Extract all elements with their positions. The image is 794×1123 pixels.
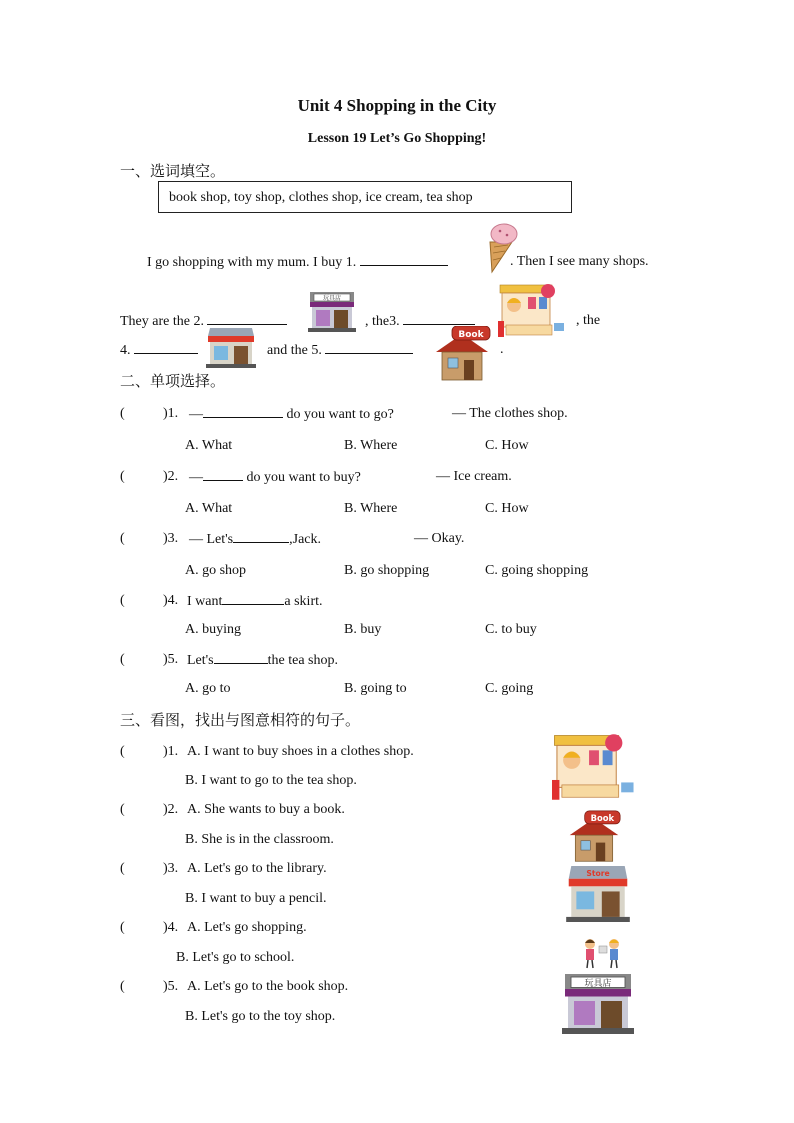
part1-line1 (147, 254, 448, 271)
pic-q3-paren: ( (120, 861, 125, 876)
book-shop-icon (432, 326, 492, 382)
line3-text-c: . (500, 342, 504, 357)
line3-text-b: and the 5. (267, 343, 322, 358)
mc-q3-answer: — Okay. (414, 531, 465, 546)
mc-q1-paren: ( (120, 406, 125, 421)
mc-q5-option-b[interactable]: B. going to (344, 681, 407, 696)
mc-q3-paren: ( (120, 531, 125, 546)
part1-heading: 一、选词填空。 (120, 162, 226, 180)
mc-q5-option-c[interactable]: C. going (485, 681, 534, 696)
mc-q2-blank[interactable] (203, 469, 243, 481)
pic-q1-paren: ( (120, 744, 125, 759)
toy-picture-sign: 玩具店 (584, 979, 612, 989)
mc-q2-text: do you want to buy? (246, 470, 361, 485)
line2-text-a: They are the 2. (120, 314, 204, 329)
pic-q3-option-a[interactable]: A. Let's go to the library. (187, 861, 327, 876)
toy-shop-sign: 玩具店 (322, 295, 342, 302)
part1-line3 (120, 342, 198, 359)
mc-q2-option-b[interactable]: B. Where (344, 501, 398, 516)
mc-q2-option-c[interactable]: C. How (485, 501, 529, 516)
line1-text-a: I go shopping with my mum. I buy 1. (147, 255, 357, 270)
mc-q5-blank[interactable] (214, 652, 268, 664)
pic-q3-option-b[interactable]: B. I want to buy a pencil. (185, 891, 327, 906)
pic-q4-number: )4. (163, 920, 179, 935)
word-box (158, 181, 572, 213)
mc-q3-option-b[interactable]: B. go shopping (344, 563, 430, 578)
pic-q1-option-a[interactable]: A. I want to buy shoes in a clothes shop. (187, 744, 414, 759)
mc-q5-text: the tea shop. (267, 653, 339, 668)
mc-q3-number: )3. (163, 531, 179, 546)
mc-q1-number: )1. (163, 406, 179, 421)
mc-q4-lead: I want (187, 594, 223, 609)
mc-q5-lead: Let's (187, 653, 214, 668)
mc-q1-stem (189, 406, 394, 423)
mc-q1-answer: — The clothes shop. (452, 406, 568, 421)
pic-q1-number: )1. (163, 744, 179, 759)
part3-heading: 三、看图，找出与图意相符的句子。 (120, 711, 361, 729)
mc-q4-option-c[interactable]: C. to buy (485, 622, 537, 637)
mc-q2-number: )2. (163, 469, 179, 484)
mc-q5-paren: ( (120, 652, 125, 667)
mc-q1-dash: — (189, 407, 203, 422)
pic-q2-number: )2. (163, 802, 179, 817)
pic-q4-option-b[interactable]: B. Let's go to school. (176, 950, 295, 965)
blank-1[interactable] (360, 254, 448, 266)
pic-q2-option-b[interactable]: B. She is in the classroom. (185, 832, 334, 847)
mc-q3-stem (189, 531, 321, 548)
pic-q4-option-a[interactable]: A. Let's go shopping. (187, 920, 307, 935)
mc-q3-blank[interactable] (233, 531, 289, 543)
mc-q4-paren: ( (120, 593, 125, 608)
pic-q2-paren: ( (120, 802, 125, 817)
kids-walking-picture (578, 936, 628, 970)
clothes-shop-icon (498, 283, 566, 338)
mc-q4-option-a[interactable]: A. buying (185, 622, 241, 637)
mc-q4-text: a skirt. (284, 594, 323, 609)
mc-q1-option-c[interactable]: C. How (485, 438, 529, 453)
mc-q4-stem (187, 593, 323, 610)
mc-q2-option-a[interactable]: A. What (185, 501, 233, 516)
blank-3[interactable] (403, 313, 475, 325)
part2-heading: 二、单项选择。 (120, 372, 226, 390)
line3-text-a: 4. (120, 343, 131, 358)
blank-5[interactable] (325, 342, 413, 354)
mc-q4-number: )4. (163, 593, 179, 608)
mc-q5-number: )5. (163, 652, 179, 667)
toy-shop-picture (562, 974, 634, 1034)
blank-4[interactable] (134, 342, 198, 354)
mc-q1-option-b[interactable]: B. Where (344, 438, 398, 453)
part1-line3b (267, 342, 413, 359)
pic-q1-option-b[interactable]: B. I want to go to the tea shop. (185, 773, 357, 788)
mc-q2-answer: — Ice cream. (436, 469, 512, 484)
pic-q3-number: )3. (163, 861, 179, 876)
line2-text-b: , the3. (365, 314, 400, 329)
line2-text-c: , the (576, 313, 601, 328)
mc-q2-stem (189, 469, 361, 486)
book-shop-picture (566, 810, 622, 864)
blank-2[interactable] (207, 313, 287, 325)
pic-q5-option-b[interactable]: B. Let's go to the toy shop. (185, 1009, 336, 1024)
store-sign: Store (586, 869, 610, 879)
book-sign: Book (458, 330, 484, 340)
mc-q2-dash: — (189, 470, 203, 485)
mc-q3-option-c[interactable]: C. going shopping (485, 563, 589, 578)
pic-q5-paren: ( (120, 979, 125, 994)
line1-text-b: . Then I see many shops. (510, 254, 649, 269)
mc-q1-text: do you want to go? (286, 407, 394, 422)
mc-q3-lead: — Let's (189, 532, 234, 547)
pic-q2-option-a[interactable]: A. She wants to buy a book. (187, 802, 345, 817)
mc-q5-option-a[interactable]: A. go to (185, 681, 231, 696)
part1-line2 (120, 313, 287, 330)
mc-q1-blank[interactable] (203, 406, 283, 418)
store-picture (566, 866, 630, 922)
mc-q2-paren: ( (120, 469, 125, 484)
mc-q4-blank[interactable] (222, 593, 284, 605)
page-subtitle: Lesson 19 Let’s Go Shopping! (307, 131, 487, 146)
toy-shop-icon (308, 292, 356, 332)
pic-q5-option-a[interactable]: A. Let's go to the book shop. (187, 979, 349, 994)
mc-q1-option-a[interactable]: A. What (185, 438, 233, 453)
book-picture-sign: Book (590, 813, 615, 824)
word-box-text: book shop, toy shop, clothes shop, ice cream, tea shop (169, 190, 473, 205)
page-title: Unit 4 Shopping in the City (297, 96, 497, 115)
mc-q4-option-b[interactable]: B. buy (344, 622, 382, 637)
mc-q5-stem (187, 652, 338, 669)
mc-q3-text: ,Jack. (289, 532, 322, 547)
store-icon (206, 328, 256, 368)
pic-q5-number: )5. (163, 979, 179, 994)
pic-q4-paren: ( (120, 920, 125, 935)
mc-q3-option-a[interactable]: A. go shop (185, 563, 247, 578)
clothes-shop-picture (552, 732, 636, 802)
